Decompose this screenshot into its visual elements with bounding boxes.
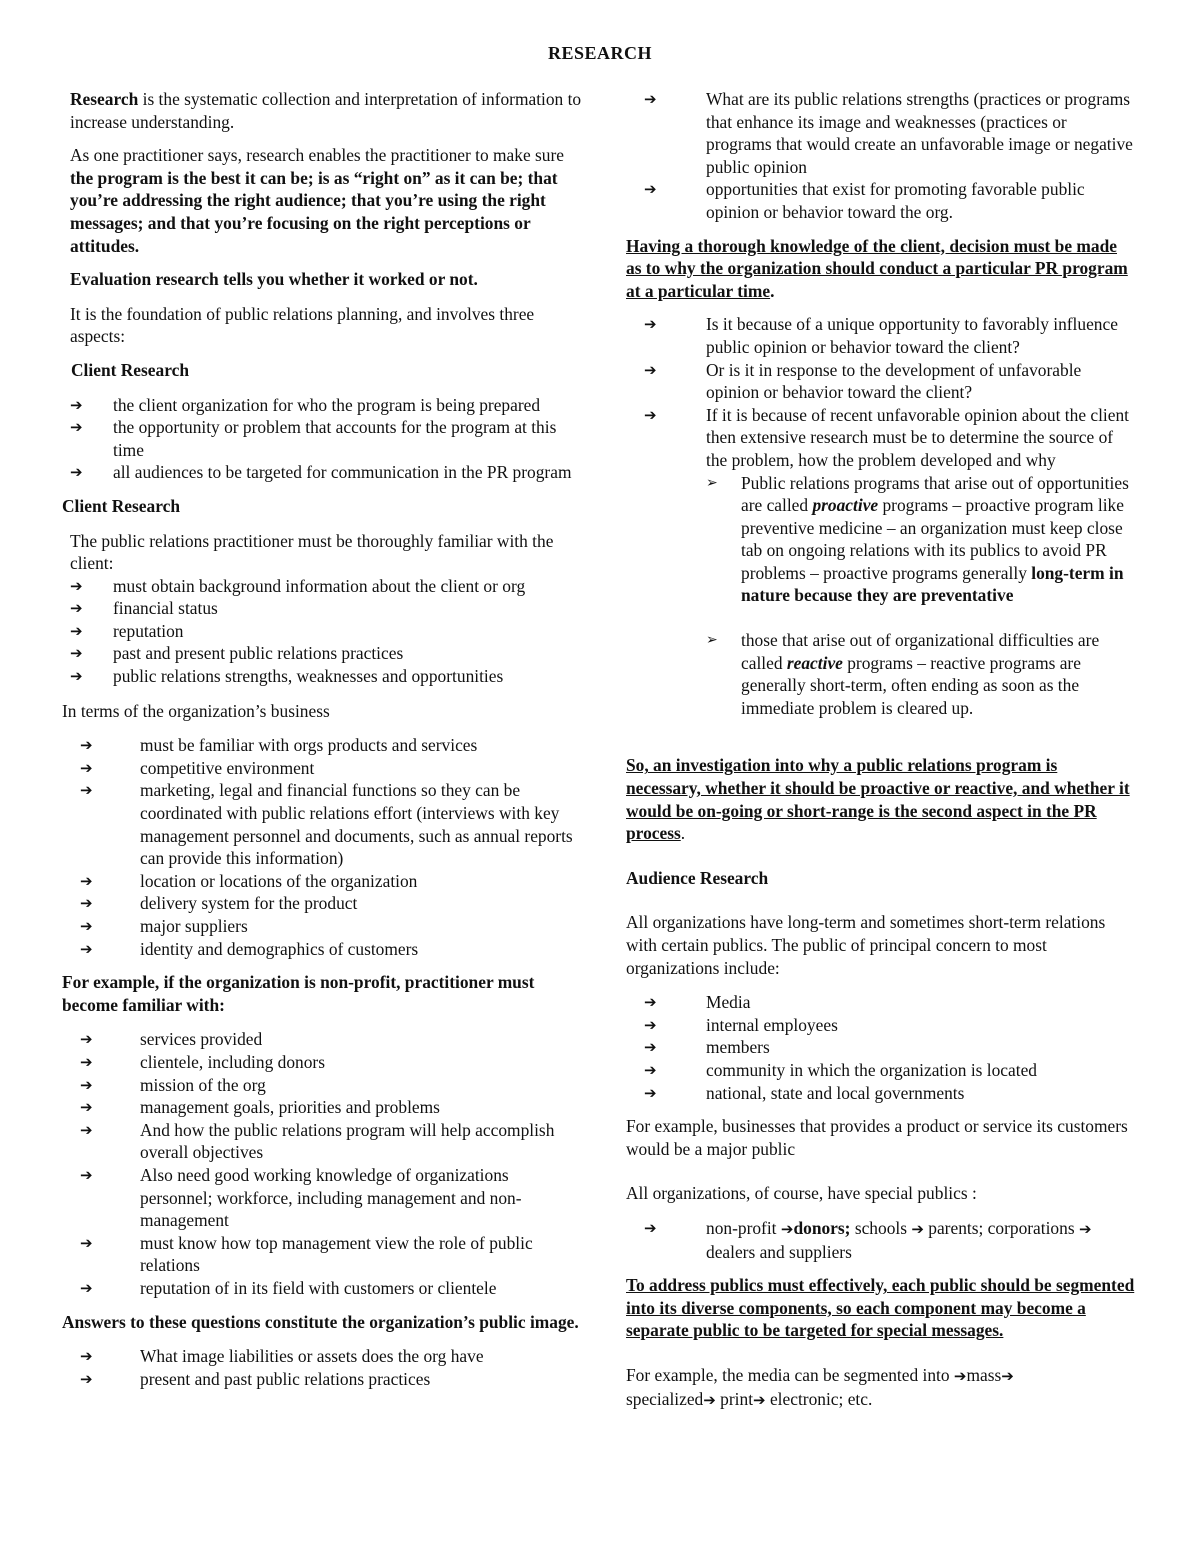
arrow-icon: ➔ [644, 180, 657, 199]
reactive-item [626, 629, 1136, 719]
media-text-e: electronic; etc. [765, 1388, 873, 1409]
arrow-icon: ➔ [80, 1165, 93, 1184]
list-item [70, 394, 582, 417]
segment-heading: To address publics must effectively, each public should be segmented into its diverse components, so each component may become a separate public to be targeted for special messages. [626, 1275, 1135, 1341]
np-text-c: parents; corporations [923, 1217, 1079, 1238]
investigation-period: . [680, 823, 686, 844]
arrow-icon: ➔ [80, 781, 93, 800]
item-text: Or is it in response to the development of unfavorable opinion or behavior toward the client? [706, 359, 1082, 403]
media-example [626, 1364, 1136, 1411]
np-text-d: dealers and suppliers [706, 1241, 852, 1262]
list-item [62, 779, 582, 869]
practitioner-paragraph [70, 144, 582, 257]
business-example: For example, businesses that provides a product or service its customers would be a major public [626, 1116, 1128, 1159]
item-text: What image liabilities or assets does the org have [140, 1346, 484, 1367]
np-text-b: schools [850, 1217, 912, 1238]
arrowhead-icon: ➢ [706, 632, 718, 649]
list-item [626, 313, 1136, 358]
list-item [62, 1074, 582, 1097]
list-item [626, 178, 1136, 223]
right-column [626, 88, 1136, 1411]
definition-term: Research [70, 89, 139, 109]
special-publics-list [626, 1217, 1136, 1263]
arrow-icon: ➔ [80, 1030, 93, 1049]
list-item [70, 416, 582, 461]
arrow-icon: ➔ [80, 1233, 93, 1252]
list-item [62, 1096, 582, 1119]
list-item [62, 1345, 582, 1368]
audience-research-heading: Audience Research [626, 867, 769, 888]
arrow-icon: ➔ [911, 1219, 924, 1238]
arrow-icon: ➔ [80, 758, 93, 777]
foundation-paragraph: It is the foundation of public relations planning, and involves three aspects: [70, 303, 535, 347]
item-text: members [706, 1037, 770, 1058]
arrowhead-icon: ➢ [706, 474, 718, 491]
list-item [626, 1082, 1136, 1105]
item-text: clientele, including donors [140, 1051, 325, 1072]
list-item [62, 1232, 582, 1277]
media-text-d: print [715, 1388, 754, 1409]
evaluation-statement: Evaluation research tells you whether it worked or not. [70, 269, 478, 290]
definition-text: is the systematic collection and interpretation of information to increase understanding. [70, 89, 582, 132]
arrow-icon: ➔ [644, 90, 657, 108]
list-item [62, 1028, 582, 1051]
item-text: the opportunity or problem that accounts for the program at this time [113, 417, 557, 460]
client-research-heading-2: Client Research [62, 495, 181, 516]
list-item [70, 597, 582, 620]
practitioner-bold: the program is the best it can be; is as “right on” as it can be; that you’re addressing the right audience; that you’re using the right messages; and that you’re focusing on the right perceptions or attitudes. [70, 167, 558, 256]
item-text: past and present public relations practices [113, 643, 404, 664]
arrow-icon: ➔ [80, 1369, 93, 1388]
investigation-paragraph [626, 754, 1136, 844]
item-text: Is it because of a unique opportunity to favorably influence public opinion or behavior toward the client? [706, 314, 1118, 357]
list-item [62, 870, 582, 893]
list-item [70, 575, 582, 598]
list-item [70, 665, 582, 688]
item-text: national, state and local governments [706, 1082, 965, 1103]
program-types-list [626, 472, 1136, 720]
item-text: What are its public relations strengths (practices or programs that enhance its image and weaknesses (practices or programs that would create an unfavorable image or negative public opinion [706, 89, 1133, 177]
left-column [62, 88, 582, 1390]
item-text: the client organization for who the program is being prepared [113, 394, 541, 415]
decision-heading-text: Having a thorough knowledge of the client, decision must be made as to why the organization should conduct a particular PR program at a particular time [626, 235, 1128, 301]
business-list [62, 734, 582, 960]
arrow-icon: ➔ [70, 644, 83, 663]
media-text-c: specialized [626, 1388, 704, 1409]
arrow-icon: ➔ [644, 1015, 657, 1034]
arrow-icon: ➔ [703, 1390, 716, 1409]
client-research-heading: Client Research [71, 359, 190, 380]
list-item [62, 757, 582, 780]
item-text: community in which the organization is located [706, 1059, 1037, 1080]
arrow-icon: ➔ [80, 894, 93, 913]
item-text: must be familiar with orgs products and services [140, 735, 478, 756]
list-item [62, 1119, 582, 1164]
reactive-text-b: programs – reactive programs are generally short-term, often ending as soon as the immediate problem is cleared up. [741, 652, 1081, 718]
item-text: mission of the org [140, 1074, 266, 1095]
arrow-icon: ➔ [953, 1366, 967, 1385]
list-item [62, 1164, 582, 1232]
item-text: marketing, legal and financial functions so they can be coordinated with public relations effort (interviews with key management personnel and documents, such as annual reports can provide this information) [140, 780, 573, 869]
arrow-icon: ➔ [70, 395, 83, 414]
page-title: RESEARCH [547, 43, 653, 63]
list-item [62, 892, 582, 915]
list-item [70, 620, 582, 643]
nonprofit-list [62, 1028, 582, 1299]
proactive-word: proactive [812, 495, 879, 516]
arrow-icon: ➔ [80, 1347, 93, 1366]
answers-heading: Answers to these questions constitute the organization’s public image. [62, 1311, 579, 1332]
arrow-icon: ➔ [80, 1075, 93, 1094]
list-item [62, 734, 582, 757]
arrow-icon: ➔ [80, 1120, 93, 1139]
arrow-icon: ➔ [1078, 1219, 1092, 1238]
arrow-icon: ➔ [644, 993, 657, 1012]
arrow-icon: ➔ [80, 736, 93, 755]
list-item [62, 938, 582, 961]
arrow-icon: ➔ [1001, 1366, 1014, 1385]
arrow-icon: ➔ [80, 917, 93, 935]
arrow-icon: ➔ [644, 1060, 657, 1079]
item-text: delivery system for the product [140, 893, 358, 914]
list-item [62, 1051, 582, 1074]
item-text: And how the public relations program will help accomplish overall objectives [140, 1119, 555, 1163]
item-text: services provided [140, 1029, 263, 1050]
arrow-icon: ➔ [644, 360, 657, 379]
np-text-a: non-profit [706, 1217, 781, 1238]
item-text: internal employees [706, 1014, 838, 1035]
proactive-text-b: programs – proactive program like preventive medicine – an organization must keep close tab on ongoing relations with its publics to avoid PR problems – proactive programs generally [741, 495, 1124, 583]
arrow-icon: ➔ [70, 576, 83, 595]
arrow-icon: ➔ [644, 315, 657, 334]
why-list [626, 313, 1136, 471]
nonprofit-heading: For example, if the organization is non-profit, practitioner must become familiar with: [62, 972, 535, 1015]
media-text-b: mass [966, 1364, 1002, 1385]
proactive-text-a: Public relations programs that arise out of opportunities are called [741, 472, 1129, 516]
arrow-icon: ➔ [70, 463, 83, 482]
list-item [62, 915, 582, 938]
list-item [70, 461, 582, 484]
item-text: reputation [113, 620, 184, 641]
decision-period: . [770, 280, 775, 301]
list-item [626, 88, 1136, 178]
item-text: major suppliers [140, 916, 248, 936]
special-publics: All organizations, of course, have special publics : [626, 1183, 977, 1204]
item-text: management goals, priorities and problems [140, 1097, 440, 1118]
list-item [626, 1036, 1136, 1059]
item-text: present and past public relations practices [140, 1368, 431, 1389]
list-item [626, 1059, 1136, 1082]
list-item [626, 359, 1136, 404]
arrow-icon: ➔ [70, 667, 83, 686]
item-text: all audiences to be targeted for communication in the PR program [113, 462, 572, 483]
strengths-list [626, 88, 1136, 224]
item-text: identity and demographics of customers [140, 938, 419, 959]
arrow-icon: ➔ [80, 1098, 93, 1117]
arrow-icon: ➔ [70, 599, 83, 618]
list-item [626, 404, 1136, 472]
item-text: must obtain background information about the client or org [113, 575, 526, 596]
arrow-icon: ➔ [644, 1218, 657, 1237]
item-text: Media [706, 992, 751, 1013]
research-definition [70, 88, 582, 133]
item-text: opportunities that exist for promoting favorable public opinion or behavior toward the org. [706, 179, 1085, 222]
arrow-icon: ➔ [80, 1052, 93, 1071]
arrow-icon: ➔ [644, 405, 657, 424]
audience-list [626, 991, 1136, 1104]
arrow-icon: ➔ [80, 939, 93, 958]
item-text: Also need good working knowledge of organizations personnel; workforce, including management and non-management [140, 1164, 522, 1231]
item-text: financial status [113, 598, 218, 619]
arrow-icon: ➔ [70, 418, 83, 437]
familiar-list [70, 575, 582, 688]
arrow-icon: ➔ [644, 1083, 657, 1102]
item-text: must know how top management view the role of public relations [140, 1232, 533, 1276]
arrow-icon: ➔ [80, 871, 93, 890]
arrow-icon: ➔ [644, 1038, 657, 1057]
list-item [70, 642, 582, 665]
media-text-a: For example, the media can be segmented into [626, 1364, 954, 1385]
arrow-icon: ➔ [80, 1278, 93, 1297]
item-text: location or locations of the organization [140, 870, 418, 891]
arrow-icon: ➔ [780, 1219, 794, 1238]
proactive-bold: long-term in nature because they are preventative [741, 562, 1124, 606]
list-item [626, 1217, 1136, 1263]
item-text: public relations strengths, weaknesses and opportunities [113, 666, 504, 687]
item-text: reputation of in its field with customers or clientele [140, 1277, 497, 1298]
audience-intro: All organizations have long-term and sometimes short-term relations with certain publics. The public of principal concern to most organizations include: [626, 912, 1106, 978]
list-item [626, 991, 1136, 1014]
decision-heading [626, 235, 1136, 303]
item-text: competitive environment [140, 757, 315, 778]
reactive-word: reactive [786, 652, 843, 673]
proactive-item [626, 472, 1136, 608]
list-item [62, 1368, 582, 1391]
list-item [62, 1277, 582, 1300]
familiar-intro: The public relations practitioner must be thoroughly familiar with the client: [70, 530, 554, 574]
item-text: If it is because of recent unfavorable opinion about the client then extensive research must be to determine the source of the problem, how the problem developed and why [706, 404, 1130, 470]
investigation-text: So, an investigation into why a public relations program is necessary, whether it should be proactive or reactive, and whether it would be on-going or short-range is the second aspect in the PR process [626, 755, 1130, 844]
practitioner-intro: As one practitioner says, research enables the practitioner to make sure [70, 145, 564, 166]
list-item [626, 1014, 1136, 1037]
arrow-icon: ➔ [70, 621, 83, 640]
client-list [70, 394, 582, 484]
np-bold: donors; [793, 1217, 851, 1238]
reactive-text-a: those that arise out of organizational difficulties are called [741, 630, 1100, 673]
image-list [62, 1345, 582, 1390]
business-intro: In terms of the organization’s business [62, 700, 330, 721]
arrow-icon: ➔ [753, 1390, 766, 1409]
